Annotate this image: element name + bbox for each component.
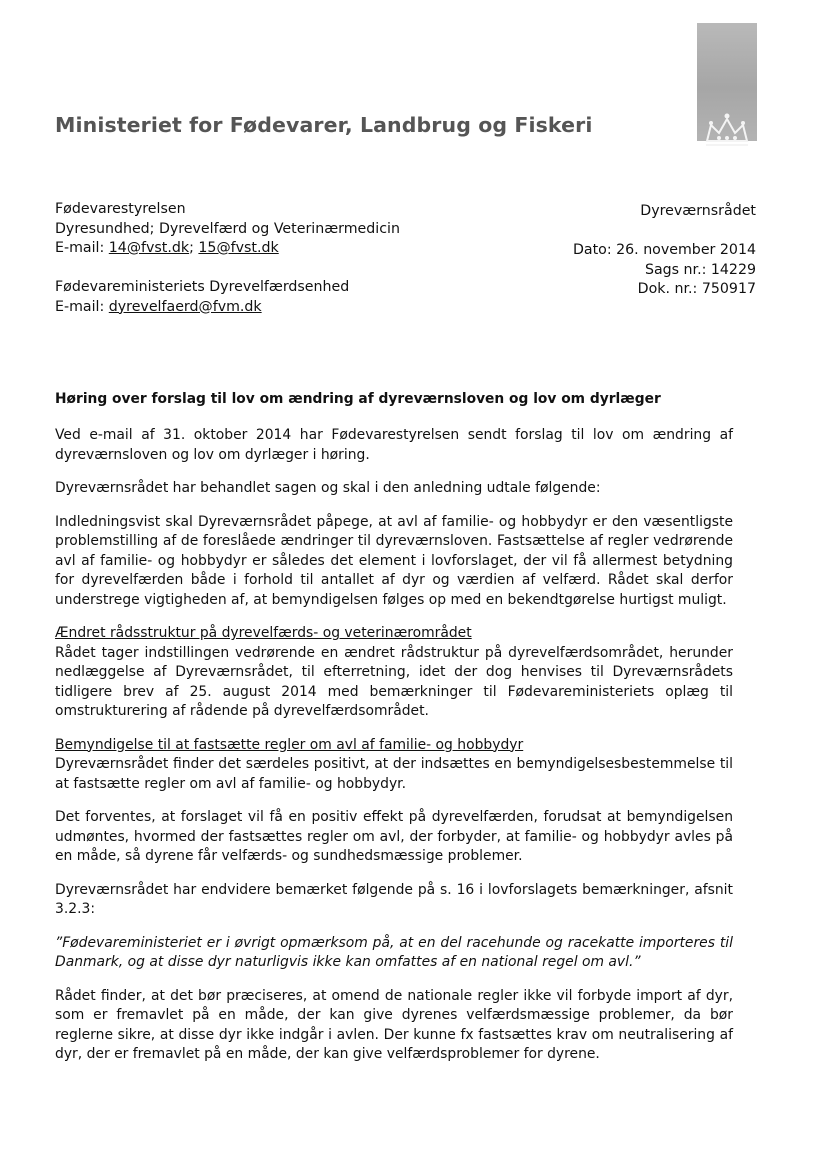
email-label: E-mail:	[55, 298, 109, 315]
quotation: ”Fødevareministeriet er i øvrigt opmærksom på, at en del racehunde og racekatte importeres til Danmark, og at disse dyr naturligvis ikke kan omfattes af en national regel om avl.”	[55, 934, 733, 970]
recipient-name: Fødevarestyrelsen	[55, 201, 186, 217]
paragraph: Det forventes, at forslaget vil få en positiv effekt på dyrevelfærden, forudsat at bemyndigelsen udmøntes, hvormed der fastsættes regler om avl, der forbyder, at familie- og hobbydyr avles på en måde, så dyrene får velfærds- og sundhedsmæssige problemer.	[55, 809, 733, 864]
paragraph: Rådet finder, at det bør præciseres, at omend de nationale regler ikke vil forbyde import af dyr, som er fremavlet på en måde, der kan give dyrenes velfærdsmæssige problemer, da bør reglerne sikre, at disse dyr ikke indgår i avlen. Der kunne fx fastsættes krav om neutralisering af dyr, der er fremavlet på en måde, der kan give velfærdsproblemer for dyrene.	[55, 987, 733, 1062]
paragraph: Ved e-mail af 31. oktober 2014 har Fødevarestyrelsen sendt forslag til lov om ændring af dyreværnsloven og lov om dyrlæger i høring.	[55, 427, 733, 463]
paragraph: Dyreværnsrådet har endvidere bemærket følgende på s. 16 i lovforslagets bemærkninger, afsnit 3.2.3:	[55, 881, 733, 917]
recipient-email-line	[55, 239, 400, 259]
email-label: E-mail:	[55, 240, 109, 256]
letter-subject: Høring over forslag til lov om ændring af dyreværnsloven og lov om dyrlæger	[55, 391, 661, 407]
letter-body	[55, 426, 733, 1079]
recipient-department: Dyresundhed; Dyrevelfærd og Veterinærmedicin	[55, 220, 400, 237]
section-heading: Ændret rådsstruktur på dyrevelfærds- og veterinærområdet	[55, 625, 472, 641]
section-heading: Bemyndigelse til at fastsætte regler om avl af familie- og hobbydyr	[55, 736, 524, 753]
email-link-15[interactable]: 15@fvst.dk	[198, 240, 279, 256]
email-link-14[interactable]: 14@fvst.dk	[108, 240, 190, 256]
recipient-block	[55, 200, 400, 317]
crown-logo	[697, 23, 757, 141]
paragraph: Dyreværnsrådet finder det særdeles positivt, at der indsættes en bemyndigelsesbestemmelse til at fastsætte regler om avl af familie- og hobbydyr.	[55, 756, 733, 792]
ministry-title: Ministeriet for Fødevarer, Landbrug og Fiskeri	[55, 113, 593, 137]
sender-name: Dyreværnsrådet	[640, 203, 756, 219]
email-link-dyrevelfaerd[interactable]: dyrevelfaerd@fvm.dk	[108, 298, 262, 315]
letter-meta	[573, 202, 756, 300]
email-separator: ;	[189, 240, 199, 256]
paragraph: Rådet tager indstillingen vedrørende en ændret rådstruktur på dyrevelfærdsområdet, herunder nedlæggelse af Dyreværnsrådet, til efterretning, idet der dog henvises til Dyreværnsrådets tidligere brev af 25. august 2014 med bemærkninger til Fødevareministeriets oplæg til omstrukturering af rådende på dyrevelfærdsområdet.	[55, 644, 733, 719]
paragraph: Indledningsvist skal Dyreværnsrådet påpege, at avl af familie- og hobbydyr er den væsentligste problemstilling af de foreslåede ændringer til dyreværnsloven. Fastsættelse af regler vedrørende avl af familie- og hobbydyr er således det element i lovforslaget, der vil få allermest betydning for dyrevelfærden både i forhold til antallet af dyr og værdien af velfærd. Rådet skal derfor understrege vigtigheden af, at bemyndigelsen følges op med en bekendtgørelse hurtigst muligt.	[55, 513, 733, 608]
letter-date: Dato: 26. november 2014	[572, 242, 756, 258]
recipient-name-2: Fødevareministeriets Dyrevelfærdsenhed	[55, 279, 350, 295]
paragraph: Dyreværnsrådet har behandlet sagen og skal i den anledning udtale følgende:	[55, 480, 601, 496]
case-number: Sags nr.: 14229	[644, 261, 756, 278]
recipient-email-line-2	[55, 298, 400, 318]
document-number: Dok. nr.: 750917	[637, 281, 756, 297]
crown-icon	[701, 111, 753, 151]
